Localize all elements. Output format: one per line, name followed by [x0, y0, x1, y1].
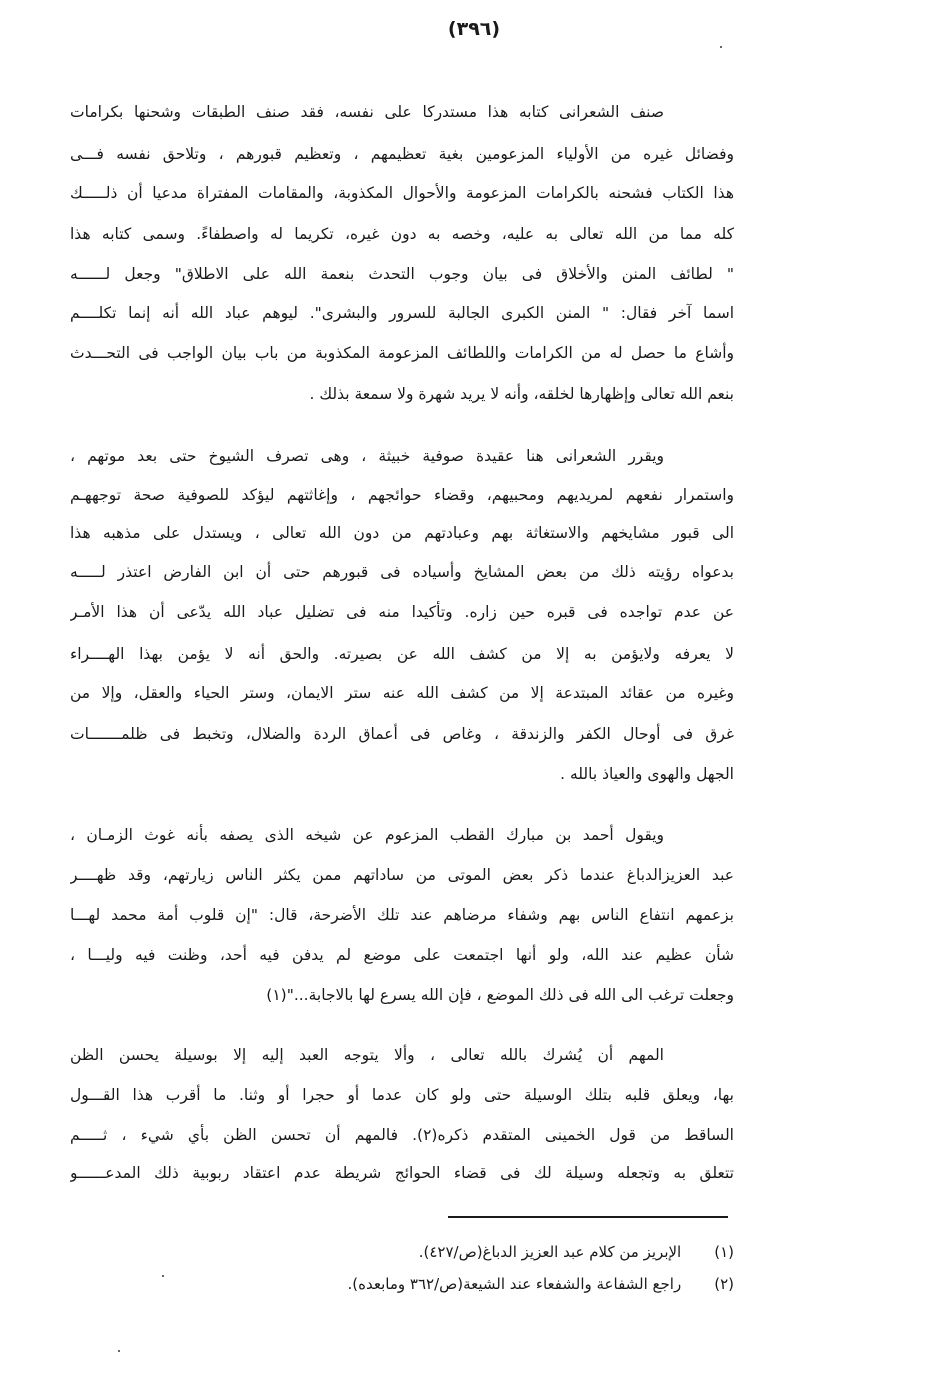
footnote-1 [200, 1238, 734, 1266]
scan-speck [118, 1350, 120, 1352]
footnote-2 [200, 1270, 734, 1298]
footnote-number: (١) [714, 1243, 734, 1261]
text-line: وفضائل غيره من الأولياء المزعومين بغية تعظيمهم ، وتعظيم قبورهم ، وتلاحق نفسه فـــى [70, 145, 734, 163]
footnote-number: (٢) [714, 1275, 734, 1293]
footnote-divider [448, 1216, 728, 1218]
text-line: الى قبور مشايخهم والاستغاثة بهم وعبادتهم من دون الله تعالى ، ويستدل على مذهبه هذا [70, 524, 734, 542]
text-line: " لطائف المنن والأخلاق فى بيان وجوب التحدث بنعمة الله على الاطلاق" وجعل لــــــه [70, 265, 734, 283]
text-line: اسما آخر فقال: " المنن الكبرى الجالبة للسرور والبشرى". ليوهم عباد الله أنه إنما تكلــــم [70, 304, 734, 322]
page-number: (٣٩٦) [447, 18, 501, 40]
footnote-text: الإبريز من كلام عبد العزيز الدباغ(ص/٤٢٧). [418, 1243, 682, 1261]
text-line: هذا الكتاب فشحنه بالكرامات المزعومة والأحوال المكذوبة، والمقامات المفتراة مدعيا أن ذلـــــك [70, 184, 734, 202]
text-line: كله مما من الله تعالى به عليه، وخصه به دون غيره، تكريما له واصطفاءً. وسمى كتابه هذا [70, 225, 734, 243]
text-line: عن عدم تواجده فى قبره حين زاره. وتأكيدا منه فى تضليل عباد الله يدّعى أن هذا الأمـر [70, 603, 734, 621]
footnote-text: راجع الشفاعة والشفعاء عند الشيعة(ص/٣٦٢ ومابعده). [347, 1275, 682, 1293]
text-line: بزعمهم انتفاع الناس بهم وشفاء مرضاهم عند تلك الأضرحة، قال: "إن قلوب أمة محمد لهـــا [70, 906, 734, 924]
text-line: تتعلق به وتجعله وسيلة لك فى قضاء الحوائج شريطة عدم اعتقاد ربوبية ذلك المدعــــــو [70, 1164, 734, 1182]
text-line: عبد العزيزالدباغ عندما ذكر بعض الموتى من ساداتهم ممن يكثر الناس زيارتهم، وقد ظهــــر [70, 866, 734, 884]
text-line: الساقط من قول الخمينى المتقدم ذكره(٢). فالمهم أن تحسن الظن بأي شيء ، ثـــــم [70, 1126, 734, 1144]
text-line: بدعواه رؤيته ذلك من بعض المشايخ وأسياده فى قبورهم حتى أن ابن الفارض اعتذر لـــــه [70, 563, 734, 581]
text-line: الجهل والهوى والعياذ بالله . [560, 765, 734, 783]
text-line: شأن عظيم عند الله، ولو أنها اجتمعت على موضع لم يدفن فيه أحد، وظنت فيه وليـــا ، [70, 946, 734, 964]
text-line: لا يعرفه ولايؤمن به إلا من كشف الله عن بصيرته. والحق أنه لا يؤمن بهذا الهــــراء [70, 645, 734, 663]
text-line: ويقول أحمد بن مبارك القطب المزعوم عن شيخه الذى يصفه بأنه غوث الزمـان ، [70, 826, 664, 844]
text-line: صنف الشعرانى كتابه هذا مستدركا على نفسه، فقد صنف الطبقات وشحنها بكرامات [70, 103, 664, 121]
scan-speck [720, 46, 722, 48]
text-line: بها، ويعلق قلبه بتلك الوسيلة حتى ولو كان عدما أو حجرا أو وثنا. ما أقرب هذا القـــول [70, 1086, 734, 1104]
text-line: بنعم الله تعالى وإظهارها لخلقه، وأنه لا يريد شهرة ولا سمعة بذلك . [309, 385, 734, 403]
text-line: ويقرر الشعرانى هنا عقيدة صوفية خبيثة ، وهى تصرف الشيوخ حتى بعد موتهم ، [70, 447, 664, 465]
scan-speck [162, 1275, 164, 1277]
text-line: وأشاع ما حصل له من الكرامات واللطائف المزعومة المكذوبة من باب بيان الواجب فى التحـــدث [70, 344, 734, 362]
text-line: واستمرار نفعهم لمريديهم ومحبيهم، وقضاء حوائجهم ، وإغاثتهم ليؤكد للصوفية صحة توجههـم [70, 486, 734, 504]
text-line: وغيره من عقائد المبتدعة إلا من كشف الله عنه ستر الايمان، وستر الحياء والعقل، وإلا من [70, 684, 734, 702]
text-line: المهم أن يُشرك بالله تعالى ، وألا يتوجه العبد إليه إلا بوسيلة يحسن الظن [70, 1046, 664, 1064]
text-line: غرق فى أوحال الكفر والزندقة ، وغاص فى أعماق الردة والضلال، وتخبط فى ظلمـــــــات [70, 725, 734, 743]
text-line: وجعلت ترغب الى الله فى ذلك الموضع ، فإن الله يسرع لها بالاجابة..."(١) [266, 986, 734, 1004]
